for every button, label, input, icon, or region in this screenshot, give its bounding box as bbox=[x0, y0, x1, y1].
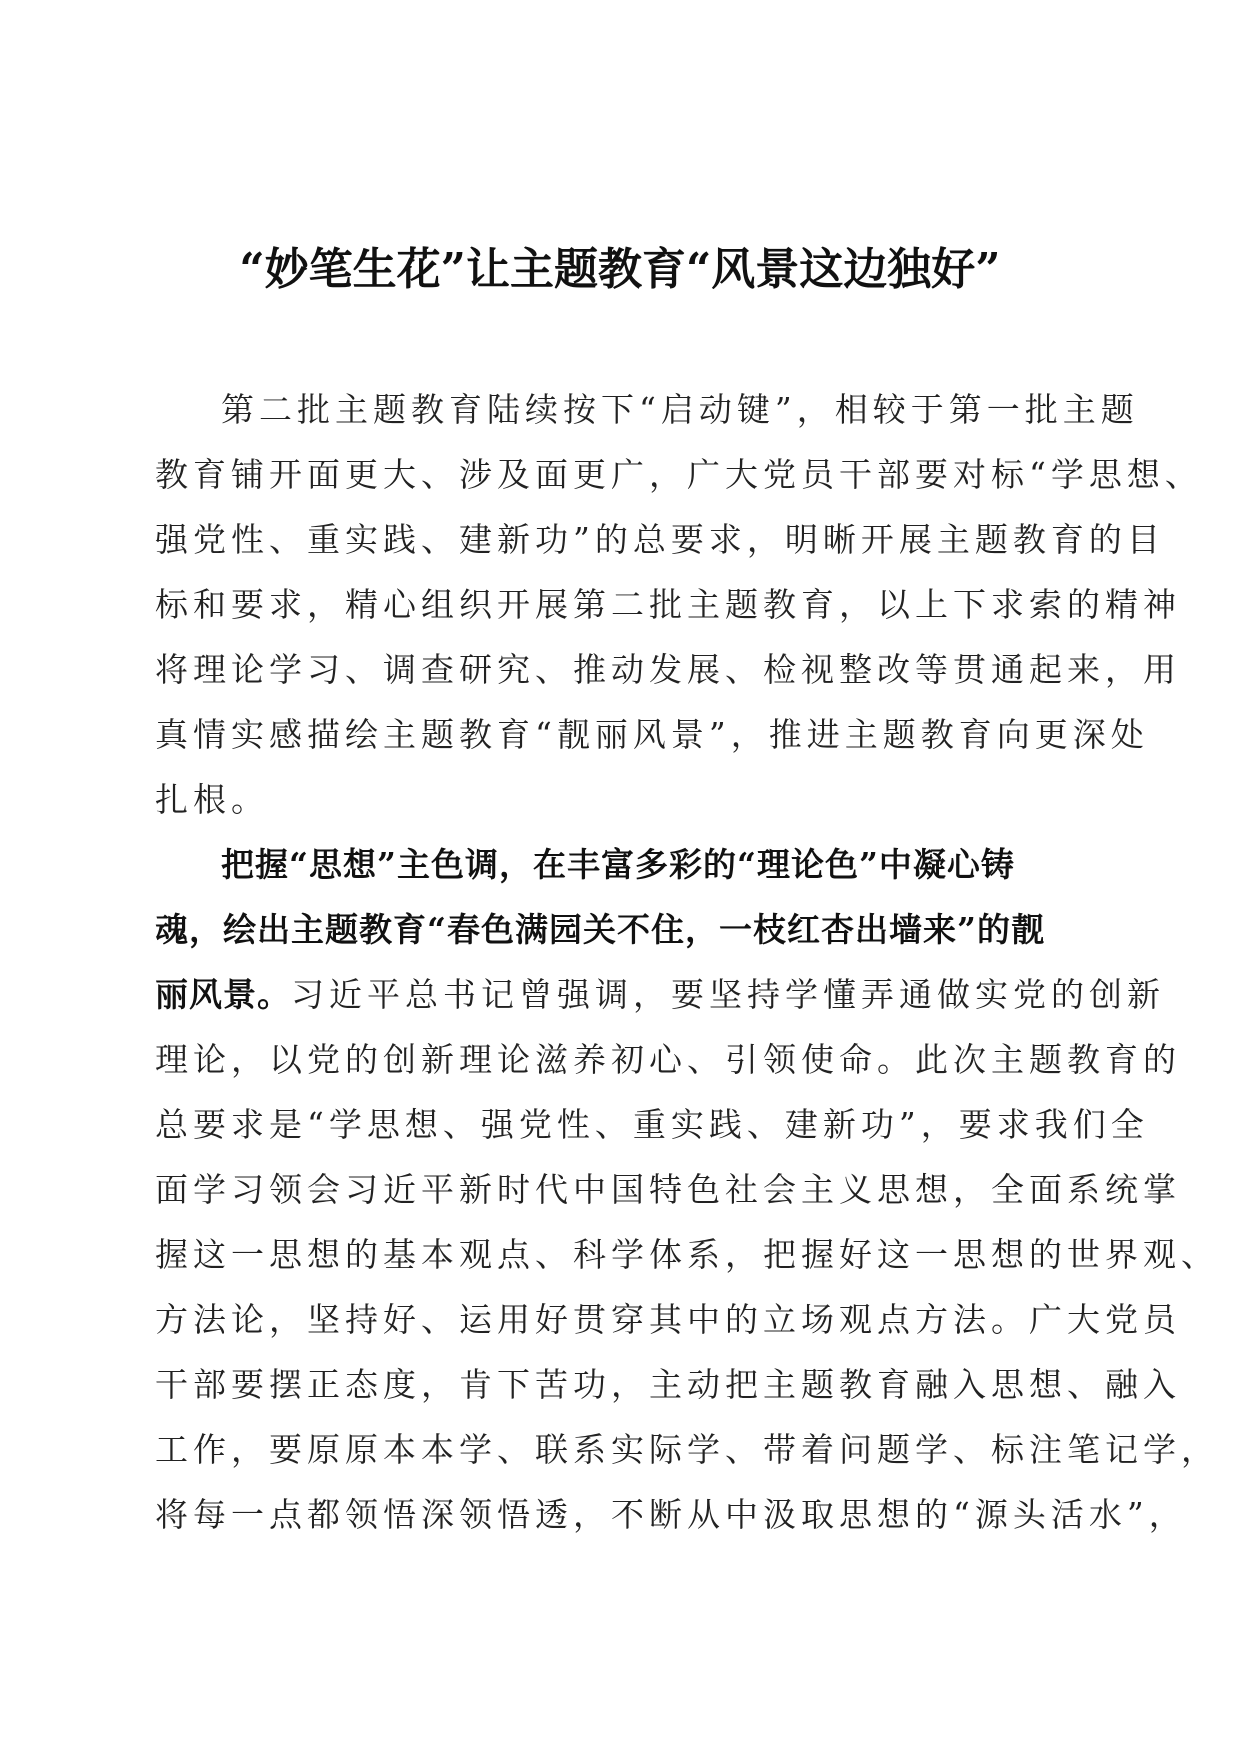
paragraph-intro bbox=[155, 377, 1203, 832]
body-line: 第二批主题教育陆续按下“启动键”，相较于第一批主题 bbox=[221, 390, 1139, 429]
body-line: 扎根。 bbox=[155, 780, 269, 819]
body-line: 握这一思想的基本观点、科学体系，把握好这一思想的世界观、 bbox=[155, 1235, 1219, 1274]
body-line: 教育铺开面更大、涉及面更广，广大党员干部要对标“学思想、 bbox=[155, 455, 1203, 494]
mixed-line bbox=[155, 962, 1165, 1027]
body-line: 将理论学习、调查研究、推动发展、检视整改等贯通起来，用 bbox=[155, 650, 1181, 689]
body-line: 总要求是“学思想、强党性、重实践、建新功”，要求我们全 bbox=[155, 1105, 1149, 1144]
body-line: 干部要摆正态度，肯下苦功，主动把主题教育融入思想、融入 bbox=[155, 1365, 1181, 1404]
body-line: 真情实感描绘主题教育“靓丽风景”，推进主题教育向更深处 bbox=[155, 715, 1149, 754]
body-line: 理论，以党的创新理论滋养初心、引领使命。此次主题教育的 bbox=[155, 1040, 1181, 1079]
body-line-rest: 习近平总书记曾强调，要坚持学懂弄通做实党的创新 bbox=[291, 975, 1165, 1014]
body-line: 标和要求，精心组织开展第二批主题教育，以上下求索的精神 bbox=[155, 585, 1181, 624]
bold-heading-line: 魂，绘出主题教育“春色满园关不住，一枝红杏出墙来”的靓 bbox=[155, 910, 1045, 949]
body-line: 强党性、重实践、建新功”的总要求，明晰开展主题教育的目 bbox=[155, 520, 1165, 559]
bold-heading-line: 把握“思想”主色调，在丰富多彩的“理论色”中凝心铸 bbox=[221, 845, 1015, 884]
document-body bbox=[155, 377, 1219, 1547]
document-title: “妙笔生花”让主题教育“风景这边独好” bbox=[239, 244, 1001, 295]
paragraph-thought bbox=[155, 832, 1219, 1547]
body-line: 工作，要原原本本学、联系实际学、带着问题学、标注笔记学， bbox=[155, 1430, 1219, 1469]
body-line: 方法论，坚持好、运用好贯穿其中的立场观点方法。广大党员 bbox=[155, 1300, 1181, 1339]
body-line: 面学习领会习近平新时代中国特色社会主义思想，全面系统掌 bbox=[155, 1170, 1181, 1209]
bold-heading-end: 丽风景。 bbox=[155, 975, 291, 1014]
body-line: 将每一点都领悟深领悟透，不断从中汲取思想的“源头活水”， bbox=[155, 1495, 1187, 1534]
